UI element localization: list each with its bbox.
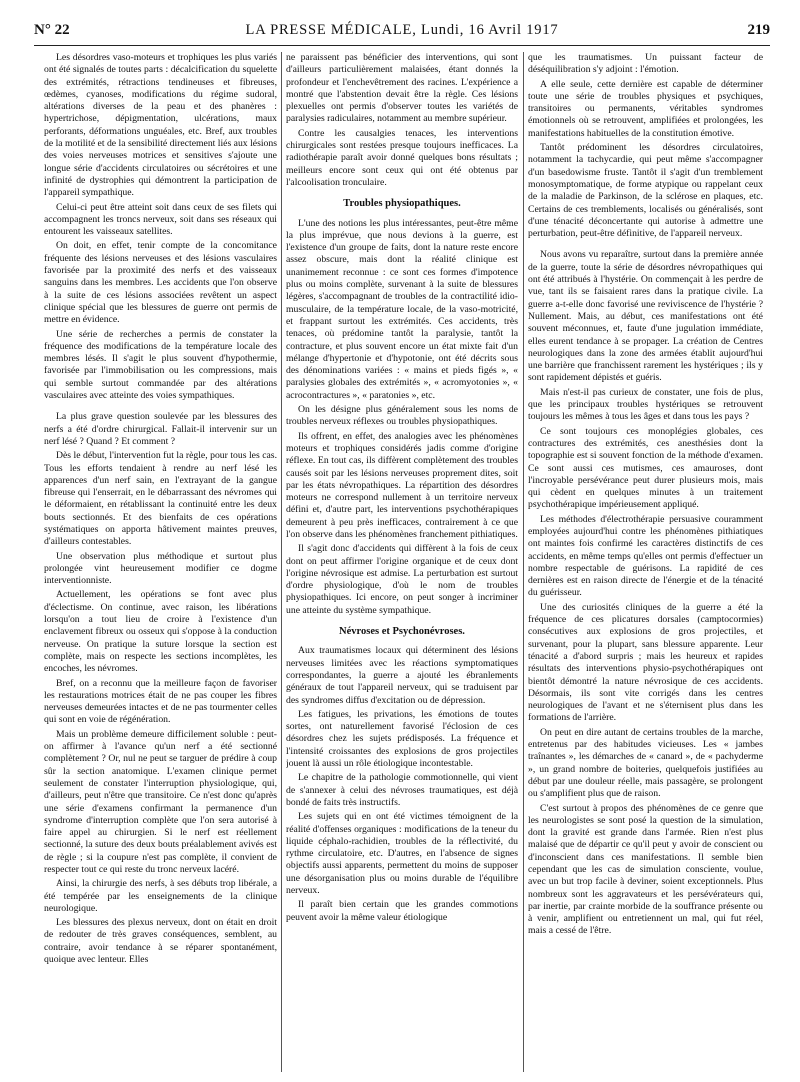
- paragraph: Ce sont toujours ces monoplégies globales, ces contractures des extrémités, ces anesthésies dont la topographie est si souvent fonction de la méthode d'examen. Ce sont aussi ces mutismes, ces amauroses, dont l'incroyable persévérance peut durer plusieurs mois, mais qui cèdent en quelques minutes à un traitement psychothérapique impérieusement appliqué.: [528, 425, 763, 511]
- column-divider: [523, 52, 524, 1072]
- paragraph: Tantôt prédominent les désordres circulatoires, notamment la tachycardie, qui peut même s'accompagner d'un basedowisme fruste. Tantôt il s'agit d'un tremblement monosymptomatique, de forme atypique ou rappelant ceux de la maladie de Parkinson, de la sclérose en plaques, etc. Certains de ces tremblements, localisés ou généralisés, sont d'une ténacité déconcertante qui autorise à admettre une perturbation, peut-être définitive, de l'appareil nerveux.: [528, 142, 763, 240]
- paragraph: Actuellement, les opérations se font avec plus d'éclectisme. On continue, avec raison, les libérations lorsqu'on a tout lieu de croire à l'existence d'un enclavement fibreux ou osseux qui s'oppose à la conduction nerveuse. On pratique la suture lorsque la section est complète, mais on respecte les sections incomplètes, les encoches, les névromes.: [44, 589, 277, 675]
- paragraph: Il s'agit donc d'accidents qui diffèrent à la fois de ceux dont on peut affirmer l'origine organique et de ceux dont l'origine névrosique est admise. La perturbation est surtout d'ordre physiologique, d'où le nom de troubles physiopathiques. Ici encore, on peut songer à incriminer une atteinte du système sympathique.: [286, 543, 518, 616]
- paragraph: Aux traumatismes locaux qui déterminent des lésions nerveuses limitées avec les réactions symptomatiques correspondantes, la guerre a ajouté les ébranlements généraux de tout l'appareil nerveux, qui se traduisent par des syndromes diffus d'excitation ou de dépression.: [286, 645, 518, 706]
- paragraph: On les désigne plus généralement sous les noms de troubles nerveux réflexes ou troubles physiopathiques.: [286, 404, 518, 428]
- paragraph: que les traumatismes. Un puissant facteur de déséquilibration s'y adjoint : l'émotion.: [528, 52, 763, 76]
- paragraph: Les fatigues, les privations, les émotions de toutes sortes, ont naturellement favorisé l'éclosion de ces désordres chez les sujets prédisposés. La fréquence et l'intensité croissantes des explosions de gros projectiles jouent là aussi un rôle étiologique incontestable.: [286, 708, 518, 770]
- paragraph: ne paraissent pas bénéficier des interventions, qui sont d'ailleurs particulièrement malaisées, étant donnés la profondeur et l'enchevêtrement des racines. L'expérience a montré que l'abstention devait être la règle. Ces lésions plexuelles ont permis d'observer toutes les variétés de paralysies radiculaires, notamment au membre supérieur.: [286, 52, 518, 125]
- paragraph: La plus grave question soulevée par les blessures des nerfs a été d'ordre chirurgical. Fallait-il intervenir sur un nerf lésé ? Quand ? Et comment ?: [44, 411, 277, 447]
- paragraph: Nous avons vu reparaître, surtout dans la première année de la guerre, toute la série de désordres névropathiques qui ont été attribués à l'hystérie. On commençait à les perdre de vue, tant ils se faisaient rares dans la pratique civile. La guerre a-t-elle donc favorisé une reviviscence de l'hystérie ? Nullement. Mais, au début, ces manifestations ont été souvent méconnues, et, faute d'une jugulation immédiate, elles eurent tendance à se propager. La création de Centres neurologiques dans la zone des armées établit aujourd'hui une barrière que franchissent rarement les hystériques ; ils y sont rapidement dépistés et guéris.: [528, 249, 763, 384]
- paragraph: Celui-ci peut être atteint soit dans ceux de ses filets qui accompagnent les troncs nerveux, soit dans ses réseaux qui entourent les vaisseaux satellites.: [44, 201, 277, 238]
- paragraph: Il paraît bien certain que les grandes commotions peuvent avoir la même valeur étiologique: [286, 899, 518, 923]
- text-column-1: [44, 52, 277, 1078]
- paragraph: Une des curiosités cliniques de la guerre a été la fréquence de ces plicatures dorsales (camptocormies) consécutives aux explosions de gros projectiles, et survenant, pour la plupart, sans blessure apparente. Leur ténacité a d'abord surpris ; mais les heureux et rapides résultats des interventions physio-psychothérapiques ont bientôt démontré la nature névrosique de ces accidents. Désormais, ils sont vite corrigés dans les centres neurologiques de l'avant et ne s'éternisent plus dans les formations de l'arrière.: [528, 601, 763, 724]
- paragraph: Contre les causalgies tenaces, les interventions chirurgicales sont restées presque toujours inefficaces. La radiothérapie paraît avoir donné quelques bons résultats ; meilleurs encore sont ceux qui ont été obtenus par l'alcoolisation tronculaire.: [286, 127, 518, 188]
- paragraph: Bref, on a reconnu que la meilleure façon de favoriser les restaurations motrices était de ne pas couper les fibres nerveuses demeurées intactes et de ne pas tourmenter celles qui sont en voie de régénération.: [44, 677, 277, 726]
- paragraph: Ainsi, la chirurgie des nerfs, à ses débuts trop libérale, a été tempérée par les enseignements de la clinique neurologique.: [44, 878, 277, 914]
- section-heading: Névroses et Psychonévroses.: [339, 626, 465, 638]
- text-column-2: [286, 52, 518, 1078]
- paragraph: On peut en dire autant de certains troubles de la marche, entretenus par des habitudes vicieuses. Les « jambes traînantes », les démarches de « canard », de « pachyderme », un grand nombre de boiteries, quelquefois justifiées au début par une douleur réelle, mais passagère, se prolongent ou s'amplifient plus que de raison.: [528, 726, 763, 800]
- paragraph: Les désordres vaso-moteurs et trophiques les plus variés ont été signalés de toutes parts : décalcification du squelette des extrémités, rétractions tendineuses et fibreuses, œdèmes, cyanoses, modifications du régime sudoral, altérations diverses de la peau et des phanères : hypertrichose, dépigmentation, ulcérations, maux perforants, déformations unguéales, etc. Bref, aux troubles de la motilité et de la sensibilité directement liés aux lésions des voies nerveuses motrices et sensitives s'ajoute une longue série d'accidents circulatoires ou sécrétoires et une infinité de dystrophies qui démontrent la participation de l'appareil sympathique.: [44, 52, 277, 199]
- paragraph: Les blessures des plexus nerveux, dont on était en droit de redouter de très graves conséquences, semblent, au contraire, avoir tendance à se réparer spontanément, quoique avec lenteur. Elles: [44, 917, 277, 966]
- page-number: 219: [747, 22, 770, 38]
- header-rule: [34, 45, 770, 46]
- page-header: [34, 22, 770, 44]
- paragraph: Mais n'est-il pas curieux de constater, une fois de plus, que les principaux troubles hystériques se retrouvent toujours les mêmes à tous les âges et dans tous les pays ?: [528, 386, 763, 423]
- text-column-3: [528, 52, 763, 1078]
- section-heading: Troubles physiopathiques.: [343, 198, 461, 210]
- paragraph: C'est surtout à propos des phénomènes de ce genre que les neurologistes se sont posé la question de la simulation, dont la gravité est grande dans l'armée. Rien n'est plus malaisé que de départir ce qu'il peut y avoir de conscient ou d'inconscient dans ces manifestations. Il semble bien cependant que les cas de simulation consciente, voulue, avec un but trop facile à deviner, soient exceptionnels. Plus nombreux sont les aggravateurs et les persévérateurs qui, par inertie, par crainte morbide de la souffrance présente ou à venir, amplifient ou entretiennent un mal, qui fut réel, mais a cessé de l'être.: [528, 802, 763, 937]
- paragraph: Une observation plus méthodique et surtout plus prolongée vint heureusement modifier ce dogme interventionniste.: [44, 550, 277, 587]
- paragraph: Une série de recherches a permis de constater la fréquence des modifications de la température locale des membres lésés. Il s'agit le plus souvent d'hypothermie, favorisée par l'immobilisation ou les compressions, mais qui semble surtout commandée par des altérations vasculaires avec atteinte des voies sympathiques.: [44, 328, 277, 402]
- paragraph: Le chapitre de la pathologie commotionnelle, qui vient de s'annexer à celui des névroses traumatiques, est déjà bondé de faits très instructifs.: [286, 772, 518, 808]
- paragraph: On doit, en effet, tenir compte de la concomitance fréquente des lésions nerveuses et des lésions vasculaires favorisée par la proximité des nerfs et des vaisseaux sanguins dans les membres. Les accidents que l'on observe à la suite de ces lésions associées revêtent un aspect clinique spécial que les blessures de guerre ont permis de mettre en évidence.: [44, 240, 277, 326]
- paragraph: Mais un problème demeure difficilement soluble : peut-on affirmer à l'avance qu'un nerf a été sectionné complètement ? Or, nul ne peut se targuer de prédire à coup sûr la section anatomique. L'examen clinique permet seulement de constater l'interruption physiologique, qui, d'ailleurs, peut n'être que transitoire. Ce n'est donc qu'après une série d'examens confirmant la permanence d'un syndrome d'interruption complète que l'on sera autorisé à faire appel au chirurgien. Si le nerf est réellement sectionné, la suture des deux bouts préalablement avivés est de règle ; si la coupure n'est pas complète, il convient de respecter tout ce qui reste du tronc nerveux lacéré.: [44, 728, 277, 875]
- paragraph: L'une des notions les plus intéressantes, peut-être même la plus imprévue, que nous devions à la guerre, est l'existence d'un groupe de faits, dont la nature reste encore assez obscure, mais dont la réalité clinique est unanimement reconnue : ce sont ces formes d'impotence plus ou moins complète, survenant à la suite de blessures légères, s'accompagnant de troubles de la contractilité idio-musculaire, de la température locale, de la vaso-motricité, et frappant surtout les extrémités. Ces accidents, très tenaces, où prédomine tantôt la paralysie, tantôt la contracture, et plus souvent encore un état mixte fait d'un mélange d'hypertonie et d'hypotonie, ont été décrits sous des dénominations variées : « mains et pieds figés », « paralysies globales des extrémités », « acromyotonies », « acrocontractures », « paratonies », etc.: [286, 217, 518, 401]
- paragraph: A elle seule, cette dernière est capable de déterminer toute une série de troubles physiques et psychiques, transitoires ou permanents, véritables syndromes émotionnels où se retrouvent, amplifiées et prolongées, les manifestations habituelles de la constitution émotive.: [528, 78, 763, 139]
- paragraph: Les méthodes d'électrothérapie persuasive couramment employées aujourd'hui contre les phénomènes pithiatiques ont maintes fois confirmé les caractères distinctifs de ces accidents, en même temps qu'elles ont permis d'effectuer un nombre respectable de guérisons. La rapidité de ces dernières est en raison directe de l'énergie et de la ténacité du guérisseur.: [528, 513, 763, 599]
- paragraph: Ils offrent, en effet, des analogies avec les phénomènes moteurs et trophiques considérés jadis comme d'origine réflexe. En tout cas, ils diffèrent complètement des troubles causés soit par les lésions nerveuses proprement dites, soit par les états névropathiques. La répartition des désordres moteurs ne correspond nullement à un territoire nerveux défini et, d'autre part, les interventions psychothérapiques demeurent à peu près inefficaces, contrairement à ce que l'on observe dans les phénomènes franchement pithiatiques.: [286, 430, 518, 540]
- journal-title: LA PRESSE MÉDICALE, Lundi, 16 Avril 1917: [245, 22, 559, 38]
- paragraph: Dès le début, l'intervention fut la règle, pour tous les cas. Tous les efforts tendaient à rendre au nerf lésé les apparences d'un nerf sain, en l'extrayant de la gangue fibreuse qui l'enserrait, en le débarrassant des névromes qui le déformaient, en rétablissant la continuité entre les deux bouts sectionnés. Et des bienfaits de ces opérations systématiques on apporta hâtivement maintes preuves, d'ailleurs contestables.: [44, 450, 277, 548]
- issue-number: N° 22: [34, 22, 70, 38]
- paragraph: Les sujets qui en ont été victimes témoignent de la réalité d'offenses organiques : modifications de la teneur du liquide céphalo-rachidien, troubles de la réflectivité, du rythme circulatoire, etc. D'autres, en l'absence de signes objectifs aussi apparents, permettent du moins de supposer une désorganisation plus ou moins durable de l'équilibre nerveux.: [286, 811, 518, 896]
- column-divider: [281, 52, 282, 1072]
